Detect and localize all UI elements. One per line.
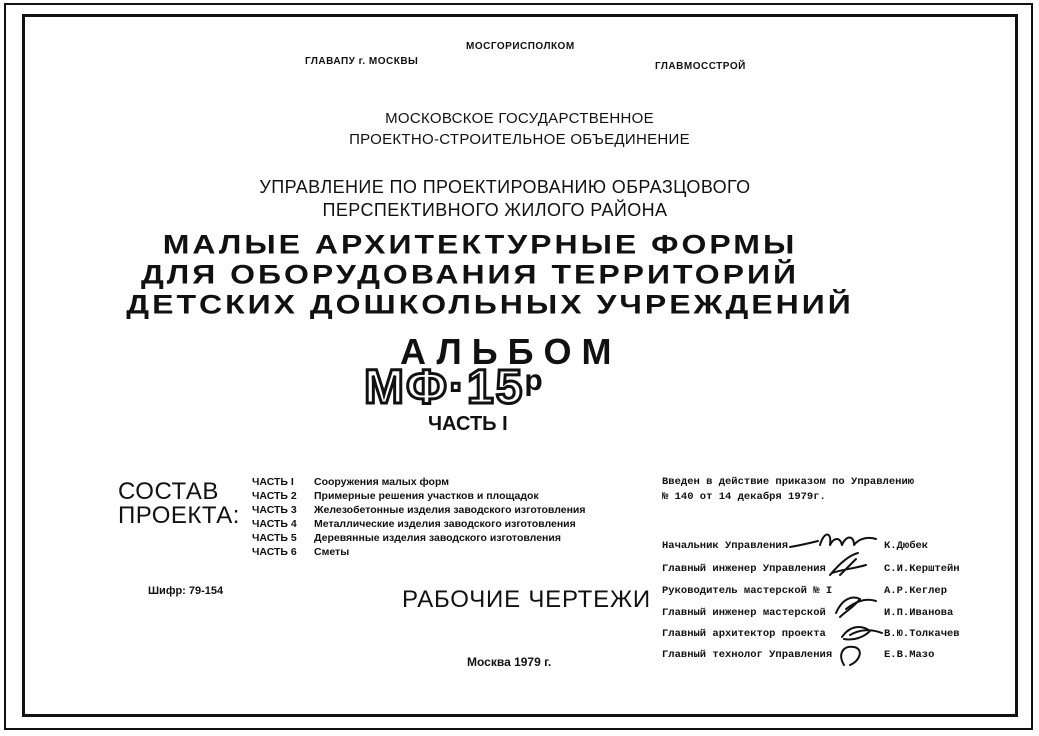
- decree-line2: № 140 от 14 декабря 1979г.: [662, 491, 826, 503]
- signature-role: Главный архитектор проекта: [662, 628, 826, 640]
- title-line1: МАЛЫЕ АРХИТЕКТУРНЫЕ ФОРМЫ: [162, 229, 798, 260]
- header-left: ГЛАВАПУ г. МОСКВЫ: [305, 56, 419, 67]
- composition-heading: [118, 480, 240, 528]
- album-code-main: МФ·15: [364, 361, 525, 414]
- list-item: ЧАСТЬ I Сооружения малых форм: [252, 476, 450, 488]
- header-top-center: МОСГОРИСПОЛКОМ: [466, 41, 575, 52]
- department-line1: УПРАВЛЕНИЕ ПО ПРОЕКТИРОВАНИЮ ОБРАЗЦОВОГО: [259, 177, 751, 197]
- decree-line1: Введен в действие приказом по Управлению: [662, 476, 915, 488]
- signature-name: И.П.Иванова: [884, 607, 954, 619]
- signature-name: К.Дюбек: [884, 540, 929, 552]
- signature-name: Е.В.Мазо: [884, 649, 935, 661]
- signature-role: Главный технолог Управления: [662, 649, 833, 661]
- signature-name: А.Р.Кеглер: [884, 585, 948, 597]
- list-item: ЧАСТЬ 3 Железобетонные изделия заводского изготовления: [252, 504, 586, 516]
- list-item: ЧАСТЬ 4 Металлические изделия заводского изготовления: [252, 518, 576, 530]
- album-part: ЧАСТЬ I: [428, 413, 508, 435]
- handwritten-signatures-icon: [780, 525, 890, 675]
- organization-line1: МОСКОВСКОЕ ГОСУДАРСТВЕННОЕ: [385, 110, 654, 127]
- doc-type: РАБОЧИЕ ЧЕРТЕЖИ: [402, 586, 651, 613]
- organization-line2: ПРОЕКТНО-СТРОИТЕЛЬНОЕ ОБЪЕДИНЕНИЕ: [349, 131, 690, 148]
- cipher: Шифр: 79-154: [148, 585, 224, 597]
- list-item: ЧАСТЬ 2 Примерные решения участков и площадок: [252, 490, 539, 502]
- signature-role: Главный инженер Управления: [662, 563, 826, 575]
- list-item: ЧАСТЬ 6 Сметы: [252, 546, 350, 558]
- album-code: [364, 360, 545, 415]
- album-label: АЛЬБОМ: [400, 331, 622, 372]
- place-year: Москва 1979 г.: [467, 655, 552, 669]
- signature-role: Начальник Управления: [662, 540, 789, 552]
- album-code-suffix: р: [524, 364, 545, 397]
- list-item: ЧАСТЬ 5 Деревянные изделия заводского изготовления: [252, 532, 561, 544]
- signature-role: Главный инженер мастерской: [662, 607, 826, 619]
- signature-role: Руководитель мастерской № I: [662, 585, 833, 597]
- title-line2: ДЛЯ ОБОРУДОВАНИЯ ТЕРРИТОРИЙ: [141, 259, 799, 290]
- header-right: ГЛАВМОССТРОЙ: [655, 61, 746, 72]
- composition-heading-line1: СОСТАВ: [118, 478, 219, 505]
- title-line3: ДЕТСКИХ ДОШКОЛЬНЫХ УЧРЕЖДЕНИЙ: [126, 289, 854, 320]
- signature-name: В.Ю.Толкачев: [884, 628, 960, 640]
- composition-heading-line2: ПРОЕКТА:: [118, 502, 240, 529]
- department-line2: ПЕРСПЕКТИВНОГО ЖИЛОГО РАЙОНА: [322, 200, 668, 220]
- signature-name: С.И.Керштейн: [884, 563, 960, 575]
